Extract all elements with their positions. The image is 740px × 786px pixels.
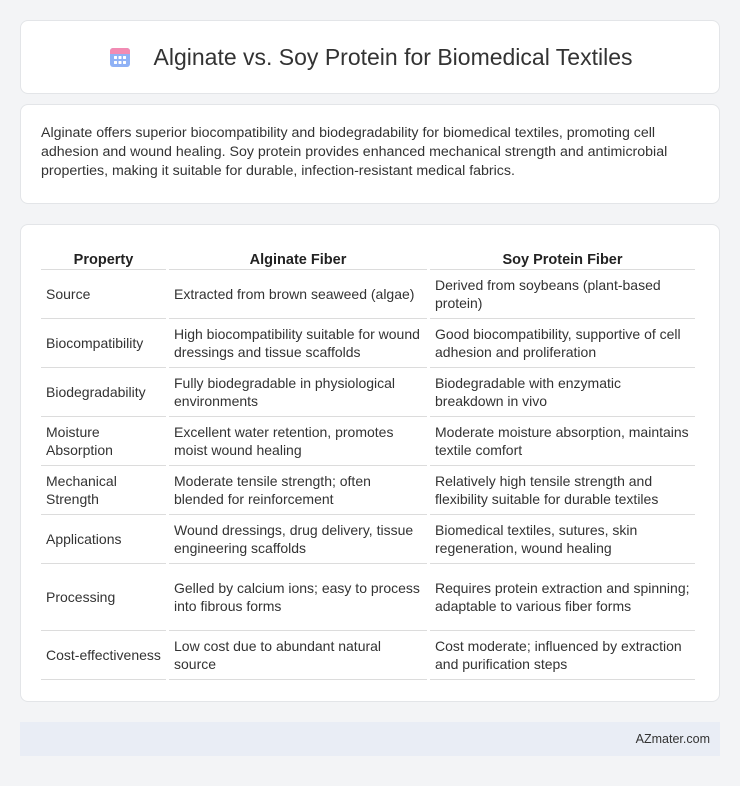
cell-property: Biocompatibility [41, 319, 166, 368]
header-property: Property [41, 245, 166, 270]
cell-soy: Good biocompatibility, supportive of cell adhesion and proliferation [430, 319, 695, 368]
cell-soy: Cost moderate; influenced by extraction and purification steps [430, 631, 695, 680]
cell-property: Cost-effectiveness [41, 631, 166, 680]
cell-property: Mechanical Strength [41, 466, 166, 515]
table-row [41, 270, 695, 319]
table-row [41, 515, 695, 564]
table-row [41, 417, 695, 466]
cell-soy: Moderate moisture absorption, maintains textile comfort [430, 417, 695, 466]
header-soy: Soy Protein Fiber [430, 245, 695, 270]
table-row [41, 368, 695, 417]
cell-property: Source [41, 270, 166, 319]
calendar-icon [108, 45, 132, 69]
table-row [41, 466, 695, 515]
table-header-row [41, 245, 695, 270]
cell-alginate: Gelled by calcium ions; easy to process into fibrous forms [169, 564, 427, 631]
cell-alginate: Excellent water retention, promotes moist wound healing [169, 417, 427, 466]
comparison-card [20, 224, 720, 702]
table-row [41, 564, 695, 631]
cell-alginate: Fully biodegradable in physiological environments [169, 368, 427, 417]
table-row [41, 631, 695, 680]
cell-alginate: Extracted from brown seaweed (algae) [169, 270, 427, 319]
cell-alginate: Moderate tensile strength; often blended for reinforcement [169, 466, 427, 515]
intro-paragraph: Alginate offers superior biocompatibility and biodegradability for biomedical textiles, promoting cell adhesion and wound healing. Soy protein provides enhanced mechanical strength and antimicrobial properties, making it suitable for durable, infection-resistant medical fabrics. [41, 125, 668, 179]
cell-alginate: Low cost due to abundant natural source [169, 631, 427, 680]
page-title: Alginate vs. Soy Protein for Biomedical Textiles [153, 43, 633, 70]
cell-soy: Biomedical textiles, sutures, skin regeneration, wound healing [430, 515, 695, 564]
header-alginate: Alginate Fiber [169, 245, 427, 270]
footer-bar [20, 722, 720, 756]
cell-property: Processing [41, 564, 166, 631]
intro-card [20, 104, 720, 204]
cell-property: Applications [41, 515, 166, 564]
cell-soy: Biodegradable with enzymatic breakdown in vivo [430, 368, 695, 417]
cell-soy: Derived from soybeans (plant-based protein) [430, 270, 695, 319]
cell-soy: Requires protein extraction and spinning; adaptable to various fiber forms [430, 564, 695, 631]
comparison-table [38, 245, 698, 680]
cell-alginate: Wound dressings, drug delivery, tissue engineering scaffolds [169, 515, 427, 564]
cell-soy: Relatively high tensile strength and flexibility suitable for durable textiles [430, 466, 695, 515]
cell-alginate: High biocompatibility suitable for wound dressings and tissue scaffolds [169, 319, 427, 368]
table-row [41, 319, 695, 368]
cell-property: Biodegradability [41, 368, 166, 417]
title-card [20, 20, 720, 94]
cell-property: Moisture Absorption [41, 417, 166, 466]
footer-site-link[interactable]: AZmater.com [635, 732, 710, 746]
